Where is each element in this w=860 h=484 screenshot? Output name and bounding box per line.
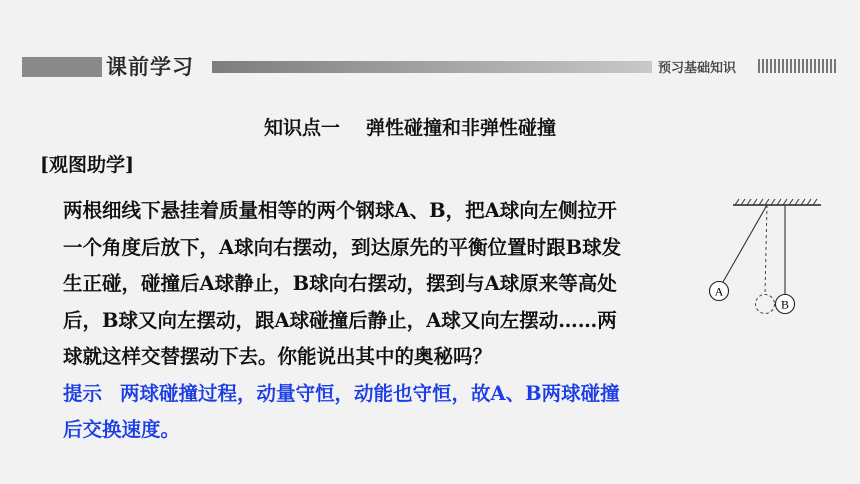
- hint-label: 提示: [63, 381, 103, 405]
- banner-hatch-decoration: [758, 59, 838, 73]
- banner-section-tag: 预习基础知识: [658, 61, 737, 76]
- paragraph-line: 球就这样交替摆动下去。你能说出其中的奥秘吗？: [63, 345, 493, 368]
- paragraph-line: 生正碰，碰撞后A球静止，B球向右摆动，摆到与A球原来等高处: [63, 272, 617, 295]
- string-a: [723, 205, 767, 282]
- ball-a-rest-outline: [756, 295, 775, 314]
- banner-section-name: 课前学习: [106, 55, 194, 79]
- knowledge-point-topic: 弹性碰撞和非弹性碰撞: [366, 117, 557, 139]
- hint-line-continued: 后交换速度。: [63, 418, 181, 441]
- section-banner: [0, 0, 860, 90]
- knowledge-point-title: [264, 113, 556, 140]
- knowledge-point-label: 知识点一: [264, 117, 341, 139]
- banner-left-block: [22, 57, 102, 77]
- paragraph-line: 两根细线下悬挂着质量相等的两个钢球A、B，把A球向左侧拉开: [63, 199, 617, 222]
- question-paragraph: [63, 193, 688, 449]
- paragraph-line: 一个角度后放下，A球向右摆动，到达原先的平衡位置时跟B球发: [63, 235, 622, 259]
- ball-a-label: A: [714, 284, 724, 299]
- hint-line: [63, 376, 688, 413]
- pendulum-diagram: [714, 196, 825, 326]
- subsection-label: [观图助学]: [40, 154, 134, 176]
- ball-b-label: B: [780, 297, 790, 312]
- hint-text: 两球碰撞过程，动量守恒，动能也守恒，故A、B两球碰撞: [120, 381, 620, 405]
- banner-divider-bar: [212, 61, 652, 73]
- paragraph-line: 后，B球又向左摆动，跟A球碰撞后静止，A球又向左摆动……两: [63, 308, 617, 332]
- string-a-rest-position: [765, 205, 767, 294]
- ceiling-support: [733, 199, 821, 205]
